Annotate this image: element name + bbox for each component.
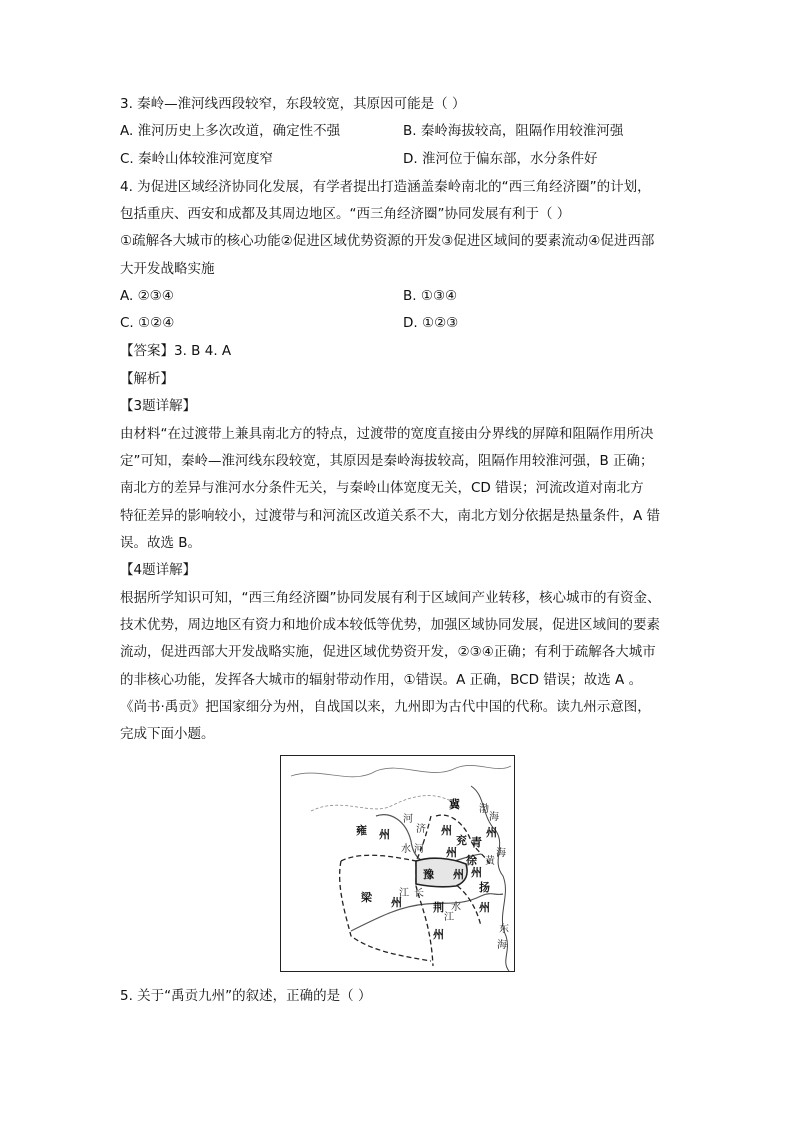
label-shui: 水 (401, 844, 411, 855)
label-yan: 兖 (456, 834, 467, 847)
q4-detail-line: 的非核心功能，发挥各大城市的辐射带动作用，①错误。A 正确，BCD 错误；故选 A 。 (120, 672, 643, 688)
label-liang-zhou: 州 (391, 896, 402, 909)
q3-detail-line: 由材料“在过渡带上兼具南北方的特点，过渡带的宽度直接由分界线的屏障和阻隔作用所决 (120, 426, 654, 442)
q4-detail-heading: 【4题详解】 (120, 562, 197, 578)
intro-line: 《尚书·禹贡》把国家细分为州，自战国以来，九州即为古代中国的代称。读九州示意图， (120, 699, 651, 715)
label-qing-zhou: 州 (486, 826, 497, 839)
label-yang-zhou: 州 (479, 901, 490, 914)
q4-items-line1: ①疏解各大城市的核心功能②促进区域优势资源的开发③促进区域间的要素流动④促进西部 (120, 233, 655, 249)
label-yang: 扬 (479, 881, 490, 894)
label-hai1: 海 (489, 812, 499, 823)
label-xu-zhou: 州 (471, 866, 482, 879)
northern-border-line (291, 765, 511, 776)
label-yu-zhou: 州 (453, 868, 464, 881)
label-jiang2: 江 (444, 912, 454, 923)
label-yan-zhou: 州 (446, 846, 457, 859)
label-he: 河 (403, 814, 413, 825)
map-svg (281, 756, 516, 973)
desert-boundary-line (311, 796, 451, 811)
q3-option-d: D. 淮河位于偏东部，水分条件好 (403, 151, 598, 167)
label-ji-river: 济 (416, 824, 426, 835)
q4-option-d: D. ①②③ (403, 315, 459, 331)
q3-detail-line: 南北方的差异与淮河水分条件无关，与秦岭山体宽度无关，CD 错误；河流改道对南北方 (120, 480, 644, 496)
q4-option-c: C. ①②④ (120, 315, 175, 331)
intro-line: 完成下面小题。 (120, 726, 215, 742)
label-he2: 河 (414, 844, 424, 855)
answer-line: 【答案】3. B 4. A (120, 343, 232, 359)
label-ji: 冀 (449, 798, 460, 811)
label-jing-zhou: 州 (433, 928, 444, 941)
q5-stem: 5. 关于“禹贡九州”的叙述，正确的是（ ） (120, 988, 372, 1004)
q3-detail-line: 误。故选 B。 (120, 535, 202, 551)
label-hai3: 海 (497, 940, 507, 951)
nine-provinces-map (280, 755, 515, 972)
q3-stem: 3. 秦岭—淮河线西段较窄，东段较宽，其原因可能是（ ） (120, 96, 466, 112)
q3-option-b: B. 秦岭海拔较高，阻隔作用较淮河强 (403, 123, 624, 139)
q3-option-a: A. 淮河历史上多次改道，确定性不强 (120, 123, 341, 139)
analysis-heading: 【解析】 (120, 371, 174, 387)
q3-detail-heading: 【3题详解】 (120, 398, 197, 414)
label-xu: 徐 (466, 854, 477, 867)
label-liang: 梁 (361, 891, 372, 904)
q4-detail-line: 技术优势，周边地区有资力和地价成本较低等优势，加强区域协同发展，促进区域间的要素 (120, 617, 660, 633)
label-huang: 黄 (485, 856, 495, 867)
label-yong-zhou: 州 (379, 828, 390, 841)
label-yong: 雍 (356, 824, 367, 837)
q3-option-c: C. 秦岭山体较淮河宽度窄 (120, 151, 274, 167)
label-hai2: 海 (496, 848, 506, 859)
label-qing: 青 (471, 836, 482, 849)
q4-option-b: B. ①③④ (403, 288, 458, 304)
q3-detail-line: 特征差异的影响较小，过渡带与和河流区改道关系不大，南北方划分依据是热量条件，A 错 (120, 508, 661, 524)
q4-items-line2: 大开发战略实施 (120, 261, 215, 277)
label-ji-zhou: 州 (441, 824, 452, 837)
q4-detail-line: 根据所学知识可知，“西三角经济圈”协同发展有利于区域间产业转移，核心城市的有资金、 (120, 590, 661, 606)
label-dong: 东 (499, 924, 509, 935)
yong-liang-boundary (341, 855, 416, 861)
q4-stem-line2: 包括重庆、西安和成都及其周边地区。“西三角经济圈”协同发展有利于（ ） (120, 206, 571, 222)
label-jiang: 江 (399, 888, 409, 899)
q4-stem-line1: 4. 为促进区域经济协同化发展，有学者提出打造涵盖秦岭南北的“西三角经济圈”的计划， (120, 179, 651, 195)
label-chang: 长 (414, 888, 424, 899)
label-bo: 渤 (479, 804, 489, 815)
q4-option-a: A. ②③④ (120, 288, 174, 304)
label-jing: 荆 (433, 901, 444, 914)
q4-detail-line: 流动，促进西部大开发战略实施，促进区域优势资开发，②③④正确；有利于疏解各大城市 (120, 644, 656, 660)
q3-detail-line: 定”可知，秦岭—淮河线东段较宽，其原因是秦岭海拔较高，阻隔作用较淮河强，B 正确； (120, 453, 654, 469)
label-yu: 豫 (423, 868, 434, 881)
label-shui2: 水 (451, 902, 461, 913)
